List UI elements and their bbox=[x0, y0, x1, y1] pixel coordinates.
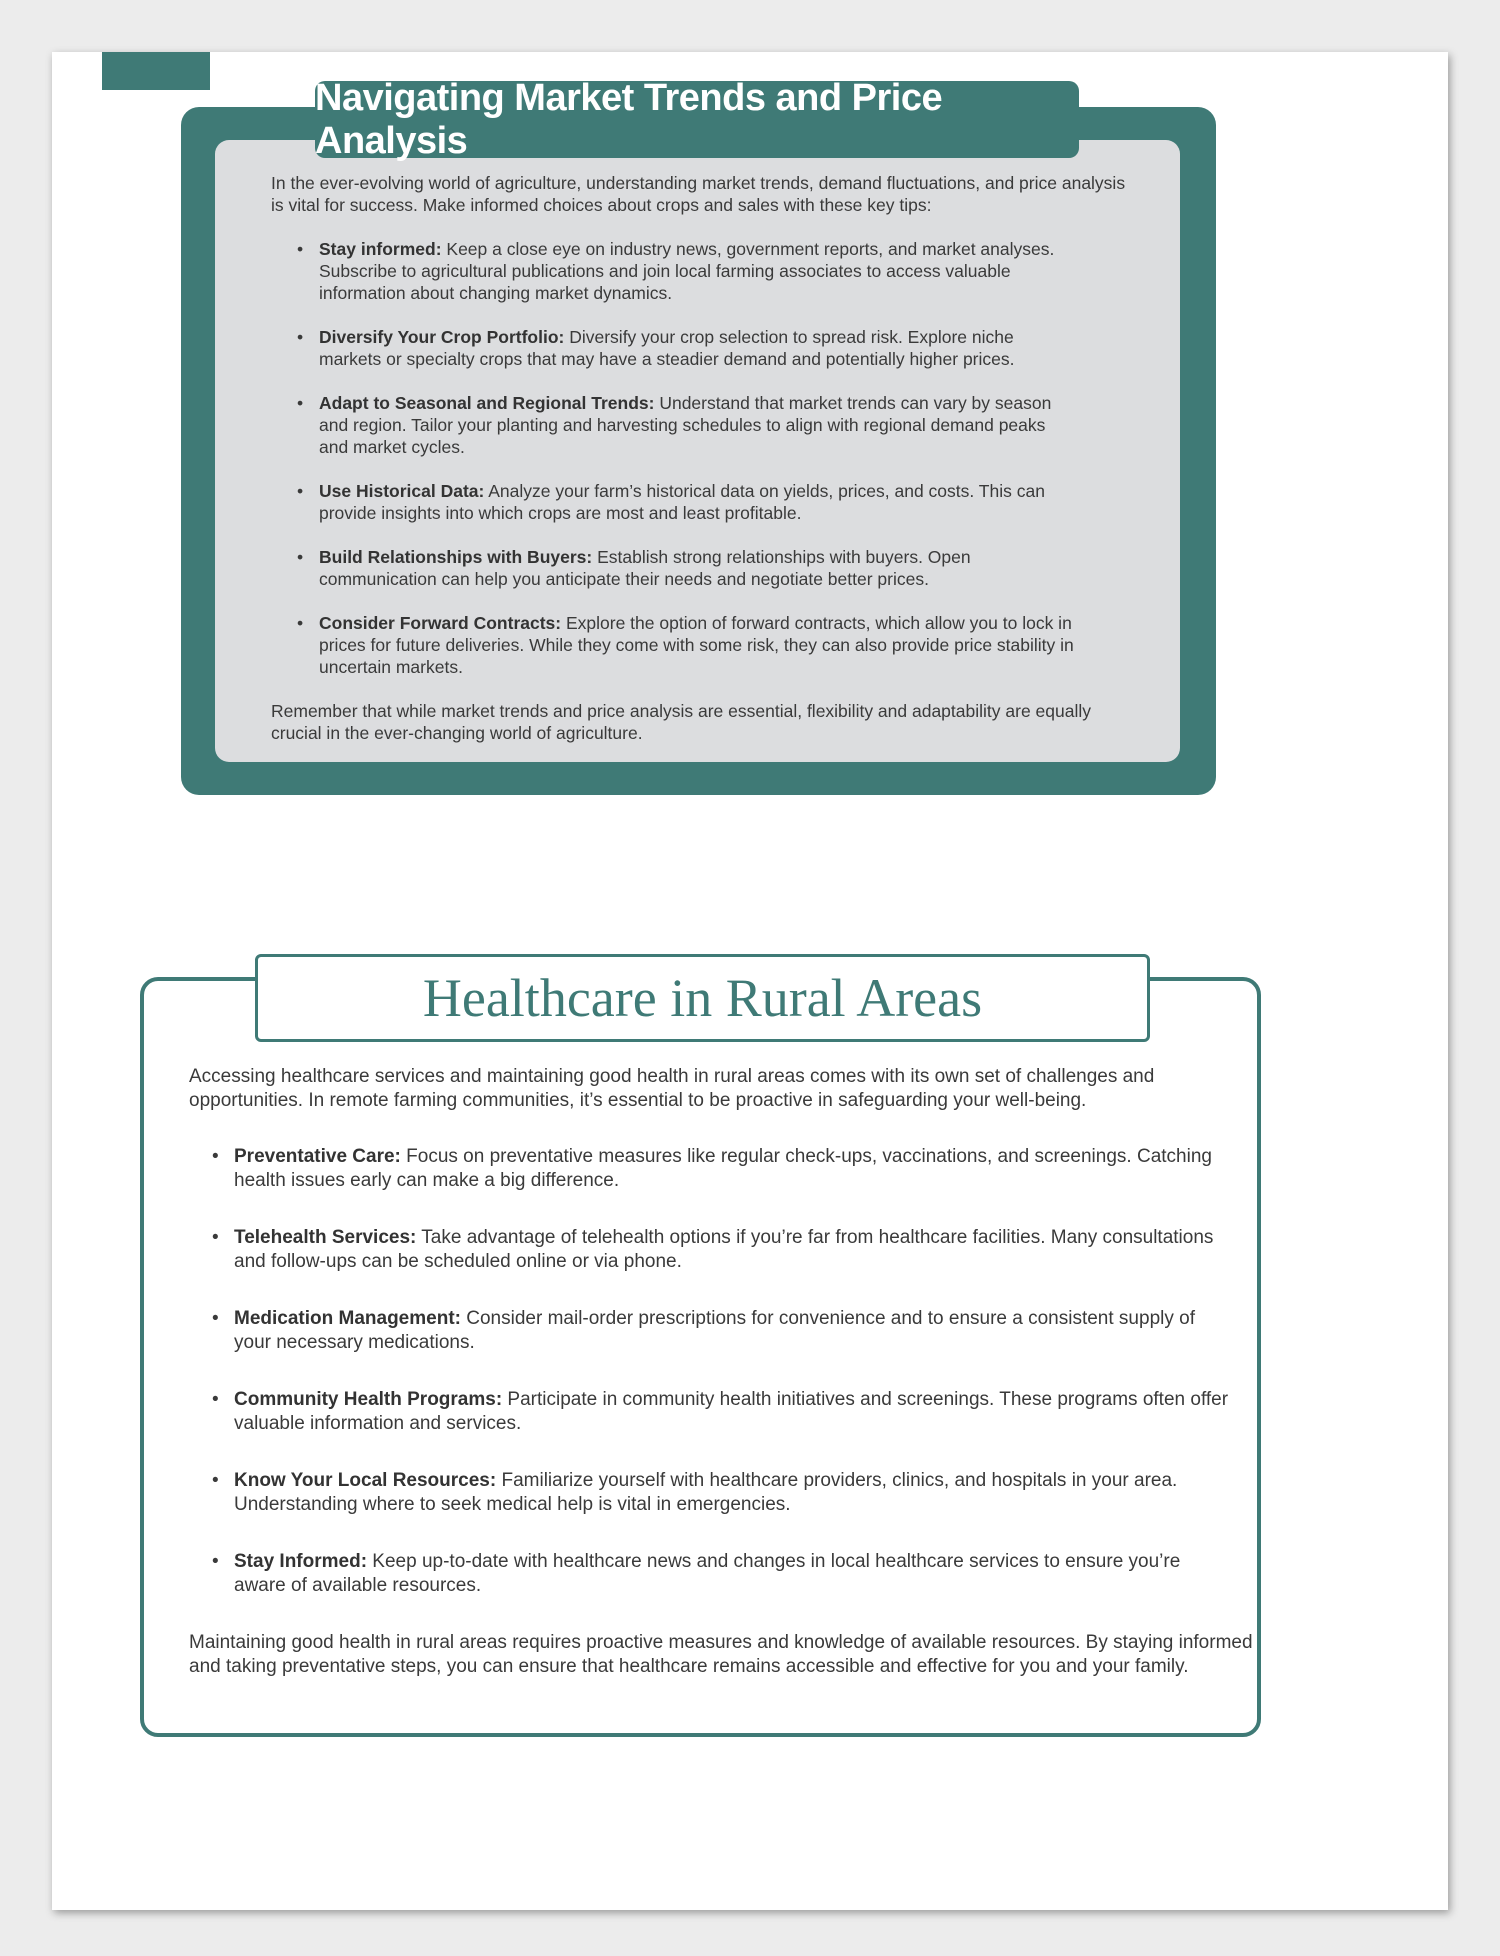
market-outro: Remember that while market trends and price analysis are essential, flexibility and adaptability are equally crucial in the ever-changing world of agriculture. bbox=[271, 701, 1091, 743]
tip-label: Use Historical Data: bbox=[319, 481, 485, 501]
tip-label: Telehealth Services: bbox=[234, 1227, 417, 1248]
list-item bbox=[234, 1307, 1234, 1355]
healthcare-outro: Maintaining good health in rural areas requires proactive measures and knowledge of available resources. By staying informed and taking preventative steps, you can ensure that healthcare remains accessible and effective for you and your family. bbox=[189, 1632, 1253, 1677]
healthcare-intro: Accessing healthcare services and maintaining good health in rural areas comes with its own set of challenges and opportunities. In remote farming communities, it’s essential to be proactive in safeguarding your well-being. bbox=[189, 1066, 1155, 1111]
list-item bbox=[319, 238, 1079, 304]
market-trends-title: Navigating Market Trends and Price Analysis bbox=[315, 81, 1079, 158]
market-trends-section bbox=[181, 107, 1216, 795]
healthcare-tips-list bbox=[189, 1145, 1234, 1598]
list-item bbox=[234, 1388, 1234, 1436]
tip-text: Explore the option of forward contracts, which allow you to lock in prices for future deliveries. While they come with some risk, they can also provide price stability in uncertain markets. bbox=[319, 613, 1074, 677]
list-item bbox=[234, 1226, 1234, 1274]
market-trends-panel bbox=[215, 140, 1180, 762]
list-item bbox=[319, 326, 1079, 370]
tip-text: Analyze your farm’s historical data on yields, prices, and costs. This can provide insights into which crops are most and least profitable. bbox=[319, 481, 1045, 523]
list-item bbox=[319, 480, 1079, 524]
tip-text: Diversify your crop selection to spread risk. Explore niche markets or specialty crops that may have a steadier demand and potentially higher prices. bbox=[319, 327, 1015, 369]
market-tips-list bbox=[271, 238, 1079, 678]
market-trends-content bbox=[271, 172, 1131, 744]
tip-text: Consider mail-order prescriptions for convenience and to ensure a consistent supply of your necessary medications. bbox=[234, 1308, 1195, 1353]
list-item bbox=[319, 612, 1079, 678]
tip-label: Build Relationships with Buyers: bbox=[319, 547, 593, 567]
list-item bbox=[319, 392, 1079, 458]
list-item bbox=[234, 1469, 1234, 1517]
tip-label: Consider Forward Contracts: bbox=[319, 613, 562, 633]
healthcare-content bbox=[189, 1065, 1269, 1679]
tip-label: Preventative Care: bbox=[234, 1146, 401, 1167]
tip-text: Keep up-to-date with healthcare news and changes in local healthcare services to ensure you’re aware of available resources. bbox=[234, 1551, 1181, 1596]
list-item bbox=[234, 1550, 1234, 1598]
tip-text: Focus on preventative measures like regular check-ups, vaccinations, and screenings. Catching health issues early can make a big difference. bbox=[234, 1146, 1212, 1191]
healthcare-title: Healthcare in Rural Areas bbox=[255, 954, 1150, 1042]
tip-label: Adapt to Seasonal and Regional Trends: bbox=[319, 393, 655, 413]
corner-tab-decoration bbox=[102, 52, 210, 90]
market-intro: In the ever-evolving world of agriculture, understanding market trends, demand fluctuations, and price analysis is vital for success. Make informed choices about crops and sales with these key tips: bbox=[271, 173, 1126, 215]
tip-label: Stay informed: bbox=[319, 239, 442, 259]
tip-label: Diversify Your Crop Portfolio: bbox=[319, 327, 565, 347]
tip-label: Stay Informed: bbox=[234, 1551, 368, 1572]
tip-text: Establish strong relationships with buyers. Open communication can help you anticipate their needs and negotiate better prices. bbox=[319, 547, 971, 589]
list-item bbox=[319, 546, 1079, 590]
tip-text: Understand that market trends can vary by season and region. Tailor your planting and harvesting schedules to align with regional demand peaks and market cycles. bbox=[319, 393, 1052, 457]
tip-text: Take advantage of telehealth options if you’re far from healthcare facilities. Many consultations and follow-ups can be scheduled online or via phone. bbox=[234, 1227, 1214, 1272]
list-item bbox=[234, 1145, 1234, 1193]
tip-text: Keep a close eye on industry news, government reports, and market analyses. Subscribe to agricultural publications and join local farming associates to access valuable information about changing market dynamics. bbox=[319, 239, 1055, 303]
tip-text: Familiarize yourself with healthcare providers, clinics, and hospitals in your area. Understanding where to seek medical help is vital in emergencies. bbox=[234, 1470, 1178, 1515]
tip-text: Participate in community health initiatives and screenings. These programs often offer valuable information and services. bbox=[234, 1389, 1229, 1434]
tip-label: Know Your Local Resources: bbox=[234, 1470, 497, 1491]
tip-label: Community Health Programs: bbox=[234, 1389, 503, 1410]
tip-label: Medication Management: bbox=[234, 1308, 461, 1329]
